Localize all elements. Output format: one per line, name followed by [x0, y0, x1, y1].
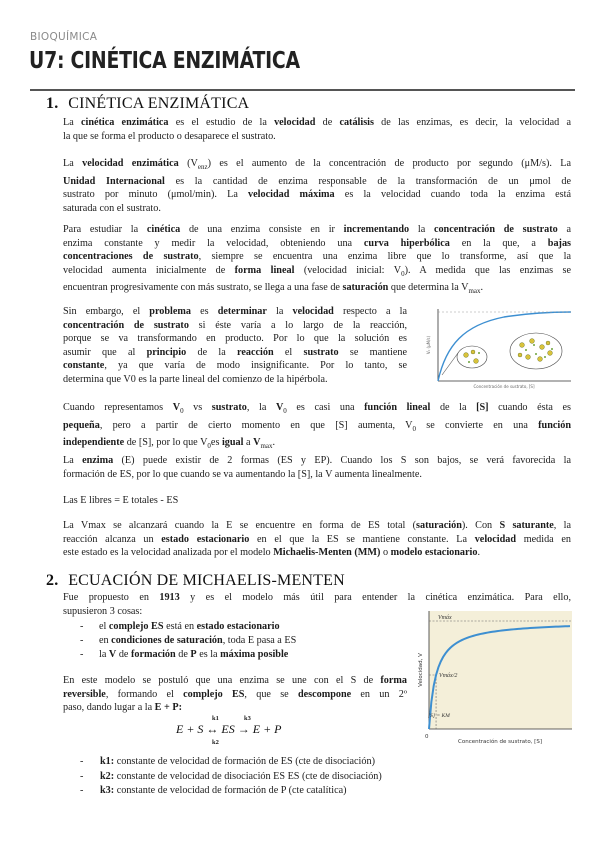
section-2-title: ECUACIÓN DE MICHAELIS-MENTEN: [68, 572, 345, 589]
section-1-title: CINÉTICA ENZIMÁTICA: [68, 95, 250, 112]
section-2-number: 2.: [46, 572, 59, 589]
fig2-km-label: [S] = KM: [428, 713, 450, 719]
fig2-ylabel: Velocidad, V: [418, 653, 424, 687]
list-item: - k1: constante de velocidad de formación de ES (cte de disociación): [80, 756, 375, 767]
mm-equation: E + S ↔ ES → E + P: [176, 722, 282, 736]
list-item: - k3: constante de velocidad de formación de P (cte catalítica): [80, 785, 347, 796]
list-item: - el complejo ES está en estado estacionario: [80, 621, 280, 632]
paragraph-v0-vs-s: Cuando representamos $V_0$ vs sustrato, la $V_0$ es casi una función lineal de la [S] cuando ésta es pequeña, pero a partir de cierto momento en que [S] aumenta, $V_0$ se convierte en una función independiente de [S], por lo que $V_0es$ igual a $V_{max}$.: [63, 402, 572, 451]
paragraph-enzyme-forms: La enzima (E) puede existir de 2 formas (ES y EP). Cuando los S son bajos, se verá favorecida la formación de ES, por lo que cuando se va aumentando la [S], la V aumenta linealmente.: [63, 455, 571, 480]
list-item: - la V de formación de P es la máxima posible: [80, 648, 289, 660]
fig2-origin-label: 0: [425, 734, 429, 740]
constants-list: [80, 755, 382, 799]
section-1-number: 1.: [46, 95, 59, 112]
page-title: U7: CINÉTICA ENZIMÁTICA: [29, 48, 300, 74]
paragraph-definition: La cinética enzimática es el estudio de la velocidad de catálisis de las enzimas, es decir, la velocidad a la que se forma el producto o desaparece el sustrato.: [63, 117, 572, 142]
k1-label: k1: [212, 715, 219, 722]
fig2-half-vmax-label: Vmáx/2: [439, 673, 458, 679]
section-2-heading: [46, 572, 345, 590]
subject-label: BIOQUÍMICA: [30, 31, 98, 43]
fig1-xlabel: Concentración de sustrato, [S]: [473, 384, 535, 389]
paragraph-steady-state: La Vmax se alcanzará cuando la E se encuentre en forma de ES total (saturación). Con S saturante, la reacción alcanza un estado estacionario en el que la ES se mantiene constante. La velocidad medida en este estado es la velocidad analizada por el modelo Michaelis-Menten (MM) o modelo estacionario.: [63, 520, 572, 559]
assumptions-list: [80, 620, 296, 661]
fig2-vmax-label: Vmáx: [438, 615, 452, 621]
k2-label: k2: [212, 739, 219, 746]
mm-curve-chart: [414, 607, 576, 747]
section-1-heading: [46, 95, 249, 113]
paragraph-study: Para estudiar la cinética de una enzima consiste en ir incrementando la concentración de sustrato a enzima constante y medir la velocidad, obteniendo una curva hiperbólica en la que, a bajas concentraciones de sustrato, siempre se encuentra una enzima libre que lo transforme, así que la velocidad aumenta inicialmente de forma lineal (velocidad inicial: $V_0$). A medida que las enzimas se encuentran progresivamente con más sustrato, se llega a una fase de saturación que determina la $V_{max}$.: [63, 224, 572, 296]
paragraph-problem: Sin embargo, el problema es determinar la velocidad respecto a la concentración de sustrato si éste varía a lo largo de la reacción, porque se va transformando en producto. Por lo que la solución es asumir que al principio de la reacción el sustrato se mantiene constante, ya que varía de modo insignificante. Por lo tanto, se determina que V0 es la parte lineal del comienzo de la hipérbola.: [63, 306, 408, 385]
fig2-xlabel: Concentración de sustrato, [S]: [458, 739, 542, 745]
paragraph-mm-intro: Fue propuesto en 1913 y es el modelo más útil para entender la cinética enzimática. Para ello, supusieron 3 cosas:: [63, 592, 571, 617]
paragraph-free-enzymes: Las E libres = E totales - ES: [63, 495, 179, 506]
fig1-ylabel: V₀ (μM/s): [426, 335, 431, 355]
list-item: - k2: constante de velocidad de disociación ES ES (cte de disociación): [80, 770, 382, 782]
paragraph-velocity: La velocidad enzimática $(V_{enz})$ es el aumento de la concentración de producto por segundo (μM/s). La Unidad Internacional es la cantidad de enzima responsable de la transformación de un μmol de sustrato por minuto (μmol/min). La velocidad máxima es la velocidad cuando toda la enzima está saturada con el sustrato.: [63, 158, 572, 214]
fig2-plot-panel: [429, 611, 572, 729]
title-divider: [30, 89, 575, 91]
list-item: - en condiciones de saturación, toda E pasa a ES: [80, 634, 297, 646]
k3-label: k3: [244, 715, 251, 722]
paragraph-mm-model: En este modelo se postuló que una enzima se une con el S de forma reversible, formando el complejo ES, que se descompone en un 2º paso, dando lugar a la E + P:: [63, 675, 407, 714]
v0-saturation-figure: [424, 305, 574, 391]
